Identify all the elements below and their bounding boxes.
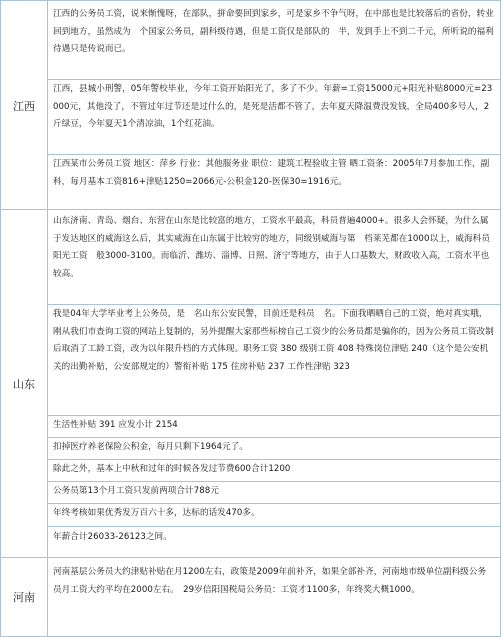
divider: [48, 154, 500, 155]
divider: [48, 481, 500, 482]
paragraph: 除此之外，基本上中秋和过年的时候各发过节费600合计1200: [53, 464, 291, 474]
province-cell: 江西: [1, 1, 48, 210]
paragraph: 年薪合计26033-26123之间。: [53, 532, 172, 542]
paragraph: 山东济南、青岛、烟台、东营在山东是比较富的地方，工资水平最高，科员普遍4000+。很多人会怀疑，为什么属于发达地区的威海这么后，其实威海在山东属于比较穷的地方，同级别威海与第 档莱芜都在1000以上，威海科员阳光工资 般3000-3100。而临沂、潍坊、淄博、日照、济宁等地方，由于人口基数大，财政收入高，工资水平也较高。: [53, 216, 490, 279]
table-row-henan: [1, 558, 500, 636]
paragraph: 江西某市公务员工资 地区：萍乡 行业：其他服务业 职位：建筑工程验收主管 晒工资条：2005年7月参加工作，副科，每月基本工资816+津贴1250=2066元-公积金120-医保30=1916元。: [53, 159, 490, 187]
divider: [48, 459, 500, 460]
paragraph: 年终考核如果优秀发万百六十多，达标的话发470多。: [53, 508, 260, 518]
paragraph: 公务员第13个月工资只发前两项合计788元: [53, 486, 219, 496]
divider: [48, 526, 500, 527]
province-cell: 河南: [1, 558, 48, 636]
paragraph: 河南基层公务员大约津贴补贴在月1200左右，政策是2009年前补齐，如果全部补齐，河南地市级单位副科级公务员月工资大约平均在2000左右。 29岁信阳国税局公务员：工资才1100多，年终奖大概1000。: [53, 567, 487, 595]
divider: [48, 503, 500, 504]
paragraph: 江西的公务员工资，说来惭愧呀，在部队，拼命要回到家乡，可是家乡不争气呀，在中部也是比较落后的省份，转业回到地方，虽然成为 个国家公务员，副科级待遇，但是工资仅是部队的 半，发到手上不到二千元，所听说的福利待遇只是传说而已。: [53, 9, 494, 54]
province-cell: 山东: [1, 210, 48, 558]
table-row-shandong: [1, 210, 500, 558]
content-cell: [48, 1, 500, 210]
paragraph: 生活性补贴 391 应发小计 2154: [53, 420, 178, 430]
divider: [48, 79, 500, 80]
divider: [48, 415, 500, 416]
paragraph: 扣掉医疗养老保险公积金，每月只剩下1964元了。: [53, 442, 248, 452]
divider: [48, 437, 500, 438]
paragraph: 江西，县城小刑警，05年警校毕业，今年工资开始阳光了，多了不少。年薪=工资15000元+阳光补贴8000元=23000元，其他没了，不管过年过节还是过什么的，是死是活都不管了，去年夏天降温费没发钱，全局400多号人，2斤绿豆，今年夏天1个清凉油，1个红花油。: [53, 84, 493, 129]
table-row-jiangxi: [1, 1, 500, 210]
divider: [48, 304, 500, 305]
content-cell: [48, 210, 500, 558]
content-cell: [48, 558, 500, 636]
paragraph: 我是04年大学毕业考上公务员，是 名山东公安民警，目前还是科员 名。下面我晒晒自己的工资，绝对真实哦，刚从我们市查询工资的网站上复制的，另外提醒大家那些标榜自己工资少的公务员都是骗你的，因为公务员工资改制后取消了工龄工资，改为以年限升档的方式体现。职务工资 380 级别工资 408 特殊岗位津贴 240（这个是公安机关的出勤补贴，公安部规定的）警衔补贴 175 住房补贴 237 工作性津贴 323: [53, 309, 494, 372]
